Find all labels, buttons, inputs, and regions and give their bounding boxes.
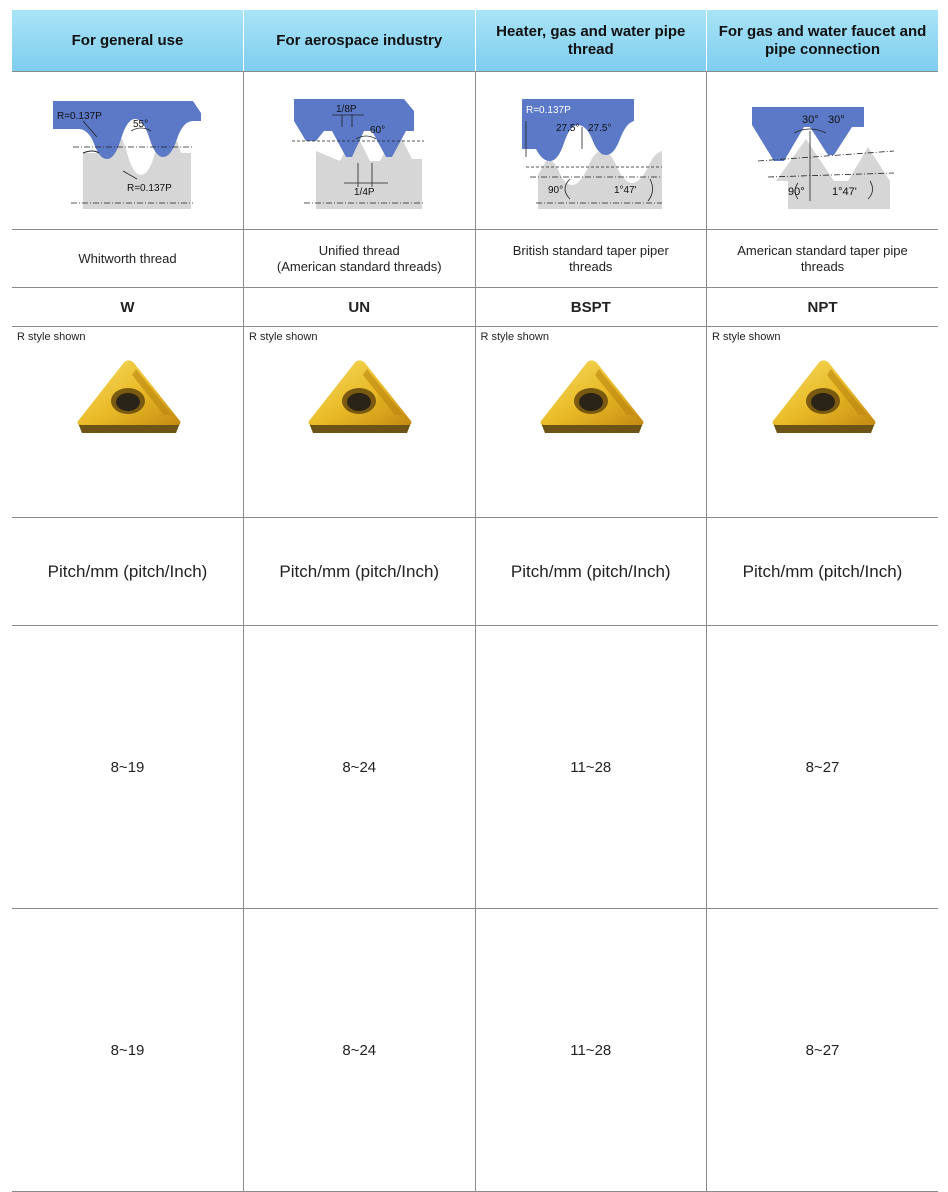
pitch-range-bspt: 11~28 [475,909,707,1192]
thread-name-cell [707,230,939,288]
thread-name-line1: British standard taper piper [512,242,669,258]
threading-insert-image [299,357,419,441]
thread-name-line1: American standard taper pipe [737,242,908,258]
pitch-range-row [12,909,938,1192]
npt-right-angle-label: 90° [787,185,805,198]
unified-angle-label: 60° [370,124,386,136]
insert-hole [116,393,140,411]
insert-style-note: R style shown [17,331,86,343]
pitch-range-npt: 8~27 [707,626,939,909]
unified-bottom-label: 1/4P [354,186,375,198]
pitch-range-npt: 8~27 [707,909,939,1192]
pitch-range-row [12,626,938,909]
insert-style-note: R style shown [480,331,549,343]
pitch-range-bspt: 11~28 [475,626,707,909]
pitch-range-un: 8~24 [244,626,476,909]
unified-thread-diagram [284,91,434,211]
insert-style-note: R style shown [249,331,318,343]
npt-angle-2-label: 30° [827,113,845,126]
bspt-taper-label: 1°47' [613,184,637,196]
pitch-label: Pitch/mm (pitch/Inch) [12,518,244,626]
pitch-range-w: 8~19 [12,626,244,909]
diagram-cell-w [12,72,244,230]
insert-style-note: R style shown [712,331,781,343]
pitch-label-row [12,518,938,626]
pitch-label: Pitch/mm (pitch/Inch) [707,518,939,626]
pitch-label: Pitch/mm (pitch/Inch) [244,518,476,626]
thread-name-line2: threads [800,258,845,274]
bspt-right-angle-label: 90° [547,184,563,196]
threading-insert-image [531,357,651,441]
insert-hole [579,393,603,411]
bspt-angle-1-label: 27.5° [555,122,580,134]
thread-code-un: UN [244,288,476,327]
thread-name-line2: (American standard threads) [276,258,442,274]
thread-code-npt: NPT [707,288,939,327]
whitworth-r-bottom-label: R=0.137P [126,182,172,194]
thread-name-cell [12,230,244,288]
diagram-row [12,72,938,230]
insert-hole [347,393,371,411]
header-row [12,10,938,72]
thread-type-table [12,10,938,1192]
bspt-angle-2-label: 27.5° [587,122,612,134]
npt-thread-diagram [748,91,898,211]
thread-type-table-container [12,10,938,1192]
code-row [12,288,938,327]
bspt-r-top-label: R=0.137P [525,104,571,116]
threading-insert-image [68,357,188,441]
header-aerospace: For aerospace industry [244,10,476,72]
diagram-cell-bspt [475,72,707,230]
insert-hole [811,393,835,411]
whitworth-thread-diagram [53,91,203,211]
unified-top-label: 1/8P [336,103,357,115]
insert-cell [12,327,244,518]
thread-code-w: W [12,288,244,327]
pitch-range-un: 8~24 [244,909,476,1192]
whitworth-angle-label: 55° [132,118,148,130]
insert-image-row [12,327,938,518]
bspt-thread-diagram [516,91,666,211]
thread-name-line1: Unified thread [318,242,400,258]
whitworth-r-top-label: R=0.137P [56,110,102,122]
threading-insert-image [763,357,883,441]
thread-name-line2: threads [569,258,613,274]
diagram-cell-npt [707,72,939,230]
thread-name-line1: Whitworth thread [78,250,177,266]
thread-name-row [12,230,938,288]
diagram-cell-un [244,72,476,230]
pitch-label: Pitch/mm (pitch/Inch) [475,518,707,626]
thread-code-bspt: BSPT [475,288,707,327]
header-heater-gas-water: Heater, gas and water pipe thread [475,10,707,72]
thread-name-cell [475,230,707,288]
header-general-use: For general use [12,10,244,72]
insert-cell [244,327,476,518]
npt-taper-label: 1°47' [831,185,857,198]
insert-cell [707,327,939,518]
insert-cell [475,327,707,518]
npt-angle-1-label: 30° [801,113,819,126]
thread-name-cell [244,230,476,288]
pitch-range-w: 8~19 [12,909,244,1192]
header-faucet-pipe: For gas and water faucet and pipe connection [707,10,939,72]
